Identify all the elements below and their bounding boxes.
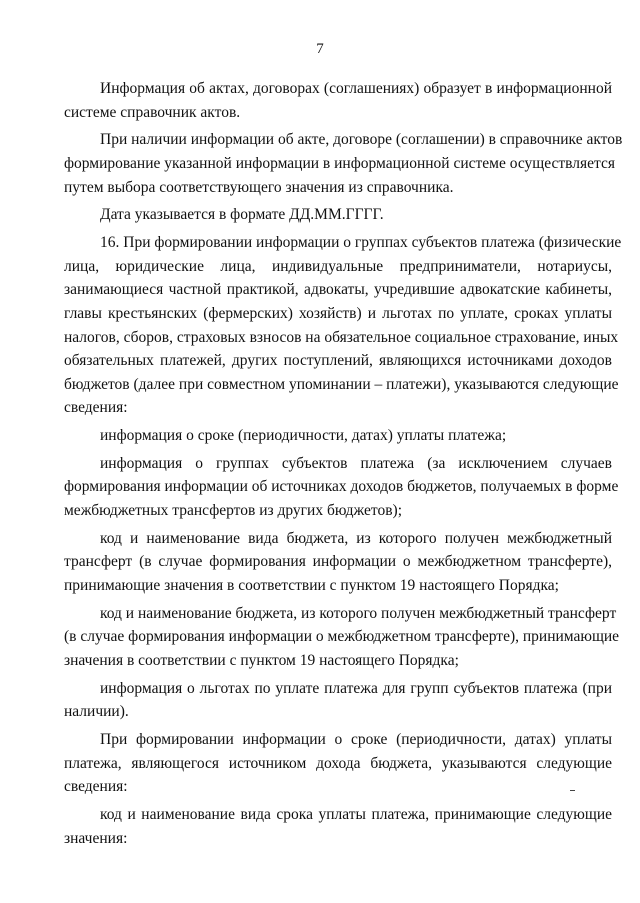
text-line: код и наименование вида бюджета, из которого получен межбюджетный [100, 529, 612, 547]
text-line: 16. При формировании информации о группах субъектов платежа (физические [100, 234, 622, 252]
text-line: налогов, сборов, страховых взносов на обязательное социальное страхование, иных [64, 328, 619, 346]
text-line: код и наименование вида срока уплаты платежа, принимающие следующие [100, 806, 612, 824]
paragraph [64, 728, 612, 799]
text-line: При наличии информации об акте, договоре (соглашении) в справочнике актов [100, 131, 623, 149]
text-line: При формировании информации о сроке (периодичности, датах) уплаты [100, 731, 612, 749]
paragraph [64, 803, 612, 850]
text-line: обязательных платежей, других поступлений, являющихся источниками доходов [64, 352, 612, 370]
text-line: формирование указанной информации в информационной системе осуществляется [64, 154, 615, 172]
text-line: значения в соответствии с пунктом 19 настоящего Порядка; [64, 651, 459, 669]
paragraph [64, 231, 622, 420]
text-line: информация о льготах по уплате платежа для групп субъектов платежа (при [100, 679, 612, 697]
text-line: межбюджетных трансфертов из других бюджетов); [64, 502, 402, 520]
text-line: информация о сроке (периодичности, датах) уплаты платежа; [100, 427, 507, 445]
text-line: сведения: [64, 778, 128, 796]
paragraph [64, 77, 612, 124]
text-line: код и наименование бюджета, из которого получен межбюджетный трансферт [100, 604, 617, 622]
paragraph [64, 452, 619, 523]
paragraph [64, 424, 612, 448]
text-line: принимающие значения в соответствии с пунктом 19 настоящего Порядка; [64, 577, 559, 594]
text-line: системе справочник актов. [64, 103, 241, 121]
scan-mark [570, 790, 575, 791]
document-body [64, 77, 623, 854]
text-line: путем выбора соответствующего значения из справочника. [64, 178, 454, 196]
paragraph [64, 128, 623, 199]
paragraph [64, 677, 612, 724]
text-line: трансферт (в случае формирования информации о межбюджетном трансферте), [64, 553, 612, 571]
text-line: лица, юридические лица, индивидуальные предприниматели, нотариусы, [64, 257, 612, 275]
text-line: бюджетов (далее при совместном упоминании – платежи), указываются следующие [64, 375, 619, 393]
page-number: 7 [316, 41, 324, 57]
text-line: наличии). [64, 703, 129, 721]
text-line: главы крестьянских (фермерских) хозяйств) и льготах по уплате, сроках уплаты [64, 304, 612, 322]
text-line: (в случае формирования информации о межбюджетном трансферте), принимающие [64, 628, 620, 646]
text-line: формирования информации об источниках доходов бюджетов, получаемых в форме [64, 478, 619, 496]
text-line: значения: [64, 829, 128, 847]
text-line: занимающиеся частной практикой, адвокаты, учредившие адвокатские кабинеты, [64, 281, 612, 299]
paragraph [64, 527, 612, 598]
paragraph [64, 203, 612, 227]
text-line: сведения: [64, 399, 128, 417]
text-line: Дата указывается в формате ДД.ММ.ГГГГ. [100, 206, 384, 224]
text-line: Информация об актах, договорах (соглашениях) образует в информационной [100, 80, 612, 97]
text-line: информация о группах субъектов платежа (за исключением случаев [100, 454, 612, 472]
text-line: платежа, являющегося источником дохода бюджета, указываются следующие [64, 754, 612, 772]
paragraph [64, 602, 620, 673]
